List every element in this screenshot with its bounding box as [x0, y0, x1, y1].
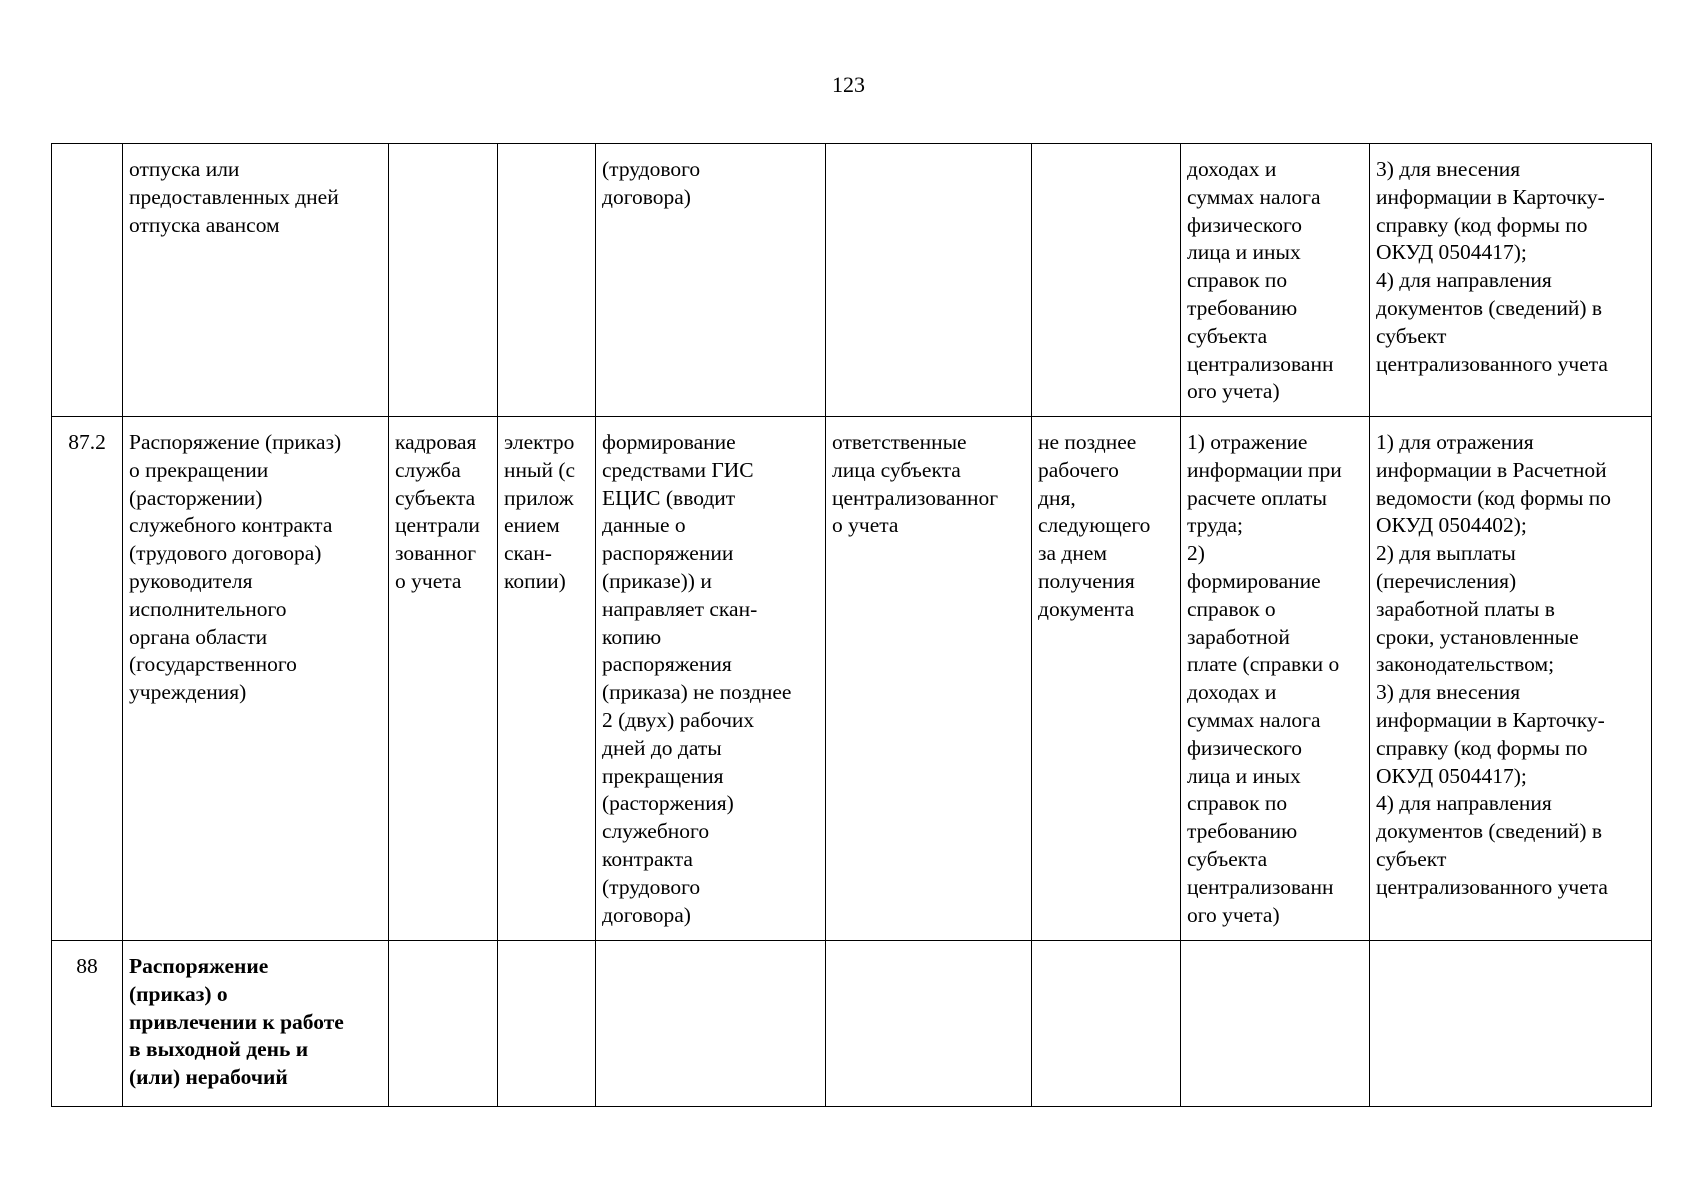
responsible-unit-cell-text: кадровая служба субъекта централи зованног о учета	[395, 430, 480, 593]
row-number-cell	[52, 417, 123, 941]
procedure-cell-text: формирование средствами ГИС ЕЦИС (вводит данные о распоряжении (приказе)) и направляет скан- копию распоряжения (приказа) не позднее 2 (двух) рабочих дней до даты прекращения (расторжения) служебного контракта (трудового договора)	[602, 430, 792, 927]
deadline-cell	[1032, 941, 1181, 1107]
document-name-cell	[123, 144, 389, 417]
table-row	[52, 941, 1652, 1107]
executor-cell	[826, 417, 1032, 941]
page-number: 123	[832, 72, 865, 97]
procedure-cell	[596, 941, 826, 1107]
document-table	[51, 143, 1652, 1107]
usage-cell-text: 3) для внесения информации в Карточку- справку (код формы по ОКУД 0504417); 4) для направления документов (сведений) в субъект централизованного учета	[1376, 157, 1608, 376]
responsible-unit-cell	[389, 144, 498, 417]
purpose-cell	[1181, 144, 1370, 417]
usage-cell	[1370, 144, 1652, 417]
purpose-cell-text: 1) отражение информации при расчете оплаты труда; 2) формирование справок о заработной плате (справки о доходах и суммах налога физического лица и иных справок по требованию субъекта централизованн ого учета)	[1187, 430, 1342, 927]
row-number-cell-text: 88	[76, 954, 98, 978]
document-format-cell	[498, 941, 596, 1107]
executor-cell-text: ответственные лица субъекта централизованног о учета	[832, 430, 999, 538]
purpose-cell-text: доходах и суммах налога физического лица и иных справок по требованию субъекта централизованн ого учета)	[1187, 157, 1334, 404]
document-name-cell	[123, 417, 389, 941]
usage-cell	[1370, 417, 1652, 941]
deadline-cell-text: не позднее рабочего дня, следующего за днем получения документа	[1038, 430, 1151, 621]
purpose-cell	[1181, 941, 1370, 1107]
procedure-cell	[596, 144, 826, 417]
purpose-cell	[1181, 417, 1370, 941]
row-number-cell-text: 87.2	[68, 430, 106, 454]
procedure-cell	[596, 417, 826, 941]
document-name-cell-text: отпуска или предоставленных дней отпуска авансом	[129, 157, 339, 237]
deadline-cell	[1032, 417, 1181, 941]
executor-cell	[826, 144, 1032, 417]
responsible-unit-cell	[389, 941, 498, 1107]
executor-cell	[826, 941, 1032, 1107]
procedure-cell-text: (трудового договора)	[602, 157, 701, 209]
document-format-cell	[498, 144, 596, 417]
row-number-cell	[52, 941, 123, 1107]
document-name-cell	[123, 941, 389, 1107]
usage-cell	[1370, 941, 1652, 1107]
responsible-unit-cell	[389, 417, 498, 941]
document-format-cell-text: электро нный (с прилож ением скан- копии)	[504, 430, 576, 593]
document-format-cell	[498, 417, 596, 941]
document-name-cell-text: Распоряжение (приказ) о привлечении к работе в выходной день и (или) нерабочий	[129, 954, 344, 1090]
document-name-cell-text: Распоряжение (приказ) о прекращении (расторжении) служебного контракта (трудового договора) руководителя исполнительного органа области (государственного учреждения)	[129, 430, 342, 705]
usage-cell-text: 1) для отражения информации в Расчетной ведомости (код формы по ОКУД 0504402); 2) для выплаты (перечисления) заработной платы в сроки, установленные законодательством; 3) для внесения информации в Карточку- справку (код формы по ОКУД 0504417); 4) для направления документов (сведений) в субъект централизованного учета	[1376, 430, 1612, 899]
table-row	[52, 417, 1652, 941]
table-row	[52, 144, 1652, 417]
deadline-cell	[1032, 144, 1181, 417]
row-number-cell	[52, 144, 123, 417]
